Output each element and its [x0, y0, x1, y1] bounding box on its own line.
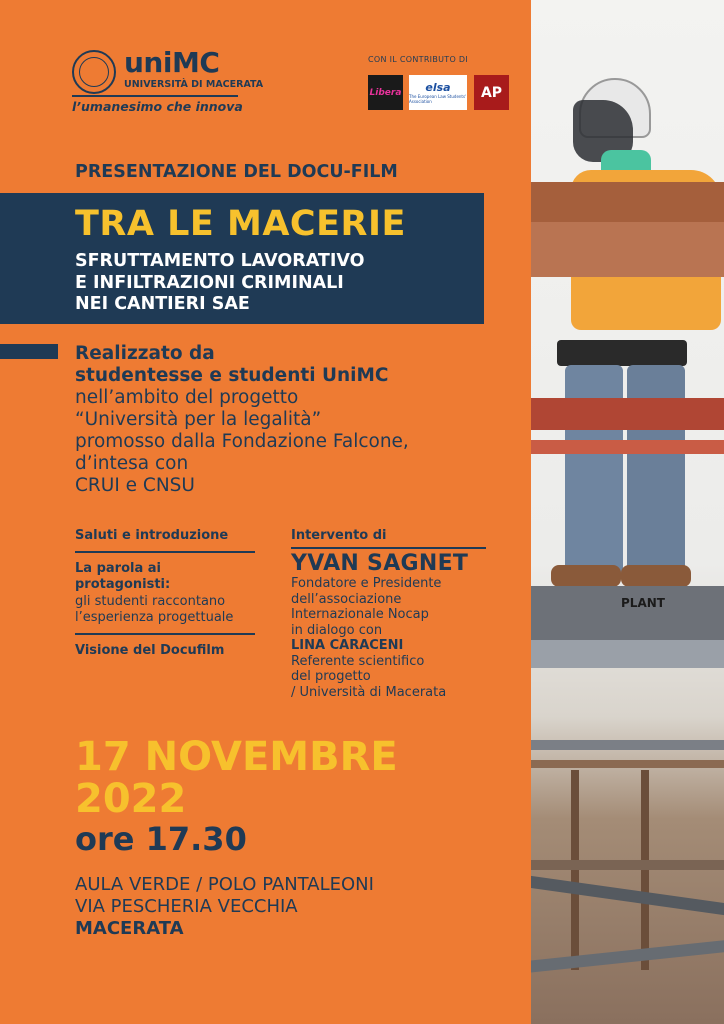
program-item — [75, 643, 255, 666]
program-item — [75, 561, 255, 635]
venue-city-text: MACERATA — [75, 918, 184, 939]
scaffold-bar-1 — [531, 740, 724, 750]
presentation-heading: PRESENTAZIONE DEL DOCU-FILM — [75, 162, 398, 182]
venue-city — [75, 918, 374, 940]
plant-label: PLANT — [621, 596, 665, 610]
motto: l’umanesimo che innova — [72, 99, 243, 114]
program-item — [75, 528, 255, 553]
description-line: d’intesa con — [75, 453, 189, 474]
construction-worker-photo — [531, 0, 724, 1024]
description-line: promosso dalla Fondazione Falcone, — [75, 431, 409, 452]
description-line: CRUI e CNSU — [75, 475, 195, 496]
speaker-role-line: dell’associazione — [291, 591, 402, 607]
brand-name: uniMC — [124, 46, 220, 79]
platform-lower — [531, 640, 724, 668]
description-line: “Università per la legalità” — [75, 409, 322, 430]
harness-belt — [557, 340, 687, 366]
ap-logo-text: AP — [480, 84, 503, 101]
logo-divider — [72, 95, 238, 97]
sponsors-label: CON IL CONTRIBUTO DI — [368, 55, 469, 64]
libera-logo-text: Libera — [369, 87, 402, 98]
boot-left — [551, 565, 621, 587]
event-date — [75, 736, 398, 820]
speaker-role-line: Internazionale Nocap — [291, 607, 429, 622]
scaffold-pipe-2 — [531, 939, 724, 974]
subtitle-line: NEI CANTIERI SAE — [75, 294, 250, 314]
university-seal-icon — [72, 50, 116, 94]
program-right — [291, 528, 486, 700]
program-item-title: Saluti e introduzione — [75, 528, 229, 543]
jeans-right — [627, 365, 685, 575]
red-beam-lower — [531, 440, 724, 454]
film-subtitle — [75, 251, 364, 316]
beam-mid — [531, 222, 724, 277]
scaffold-bar-2 — [531, 760, 724, 768]
description-bold-line: Realizzato da — [75, 343, 215, 364]
venue-line: VIA PESCHERIA VECCHIA — [75, 896, 298, 917]
program-item-title: Visione del Docufilm — [75, 642, 225, 658]
guest-role-line: del progetto — [291, 669, 371, 684]
program-item-text: gli studenti raccontano l’esperienza progettuale — [75, 593, 234, 625]
date-line: 17 NOVEMBRE — [75, 734, 398, 780]
speaker-role-line: Fondatore e Presidente — [291, 576, 442, 591]
description-line: nell’ambito del progetto — [75, 387, 299, 408]
ap-logo — [474, 75, 509, 110]
subtitle-line: E INFILTRAZIONI CRIMINALI — [75, 272, 344, 293]
red-beam — [531, 398, 724, 430]
date-line: 2022 — [75, 776, 187, 822]
beam-top — [531, 182, 724, 222]
jeans-left — [565, 365, 623, 575]
description-bold-line: studentesse e studenti UniMC — [75, 365, 389, 386]
speaker-role-line: in dialogo con — [291, 622, 383, 638]
guest-role-line: / Università di Macerata — [291, 684, 447, 700]
event-venue — [75, 874, 374, 940]
accent-bar — [0, 344, 58, 359]
elsa-logo-text: elsa — [425, 81, 451, 94]
subtitle-line: SFRUTTAMENTO LAVORATIVO — [75, 251, 365, 271]
event-time: ore 17.30 — [75, 820, 247, 858]
elsa-logo — [409, 75, 467, 110]
description — [75, 343, 409, 497]
boot-right — [621, 565, 691, 587]
scaffold-bar-3 — [531, 860, 724, 870]
scaffold-post-1 — [571, 770, 579, 970]
guest-name: LINA CARACENI — [291, 638, 404, 653]
program-left — [75, 528, 255, 673]
scaffold-pipe-1 — [531, 875, 724, 918]
venue-line: AULA VERDE / POLO PANTALEONI — [75, 874, 374, 895]
libera-logo — [368, 75, 403, 110]
brand-subtitle: UNIVERSITÀ DI MACERATA — [124, 79, 264, 90]
intervention-divider — [291, 547, 486, 549]
film-title: TRA LE MACERIE — [75, 204, 406, 244]
guest-role-line: Referente scientifico — [291, 653, 425, 669]
program-item-title: La parola ai protagonisti: — [75, 560, 171, 592]
intervention-label: Intervento di — [291, 528, 387, 543]
elsa-logo-subtext: The European Law Students' Association — [409, 94, 467, 104]
speaker-name: YVAN SAGNET — [291, 551, 469, 576]
platform — [531, 586, 724, 640]
scaffold-post-2 — [641, 770, 649, 970]
